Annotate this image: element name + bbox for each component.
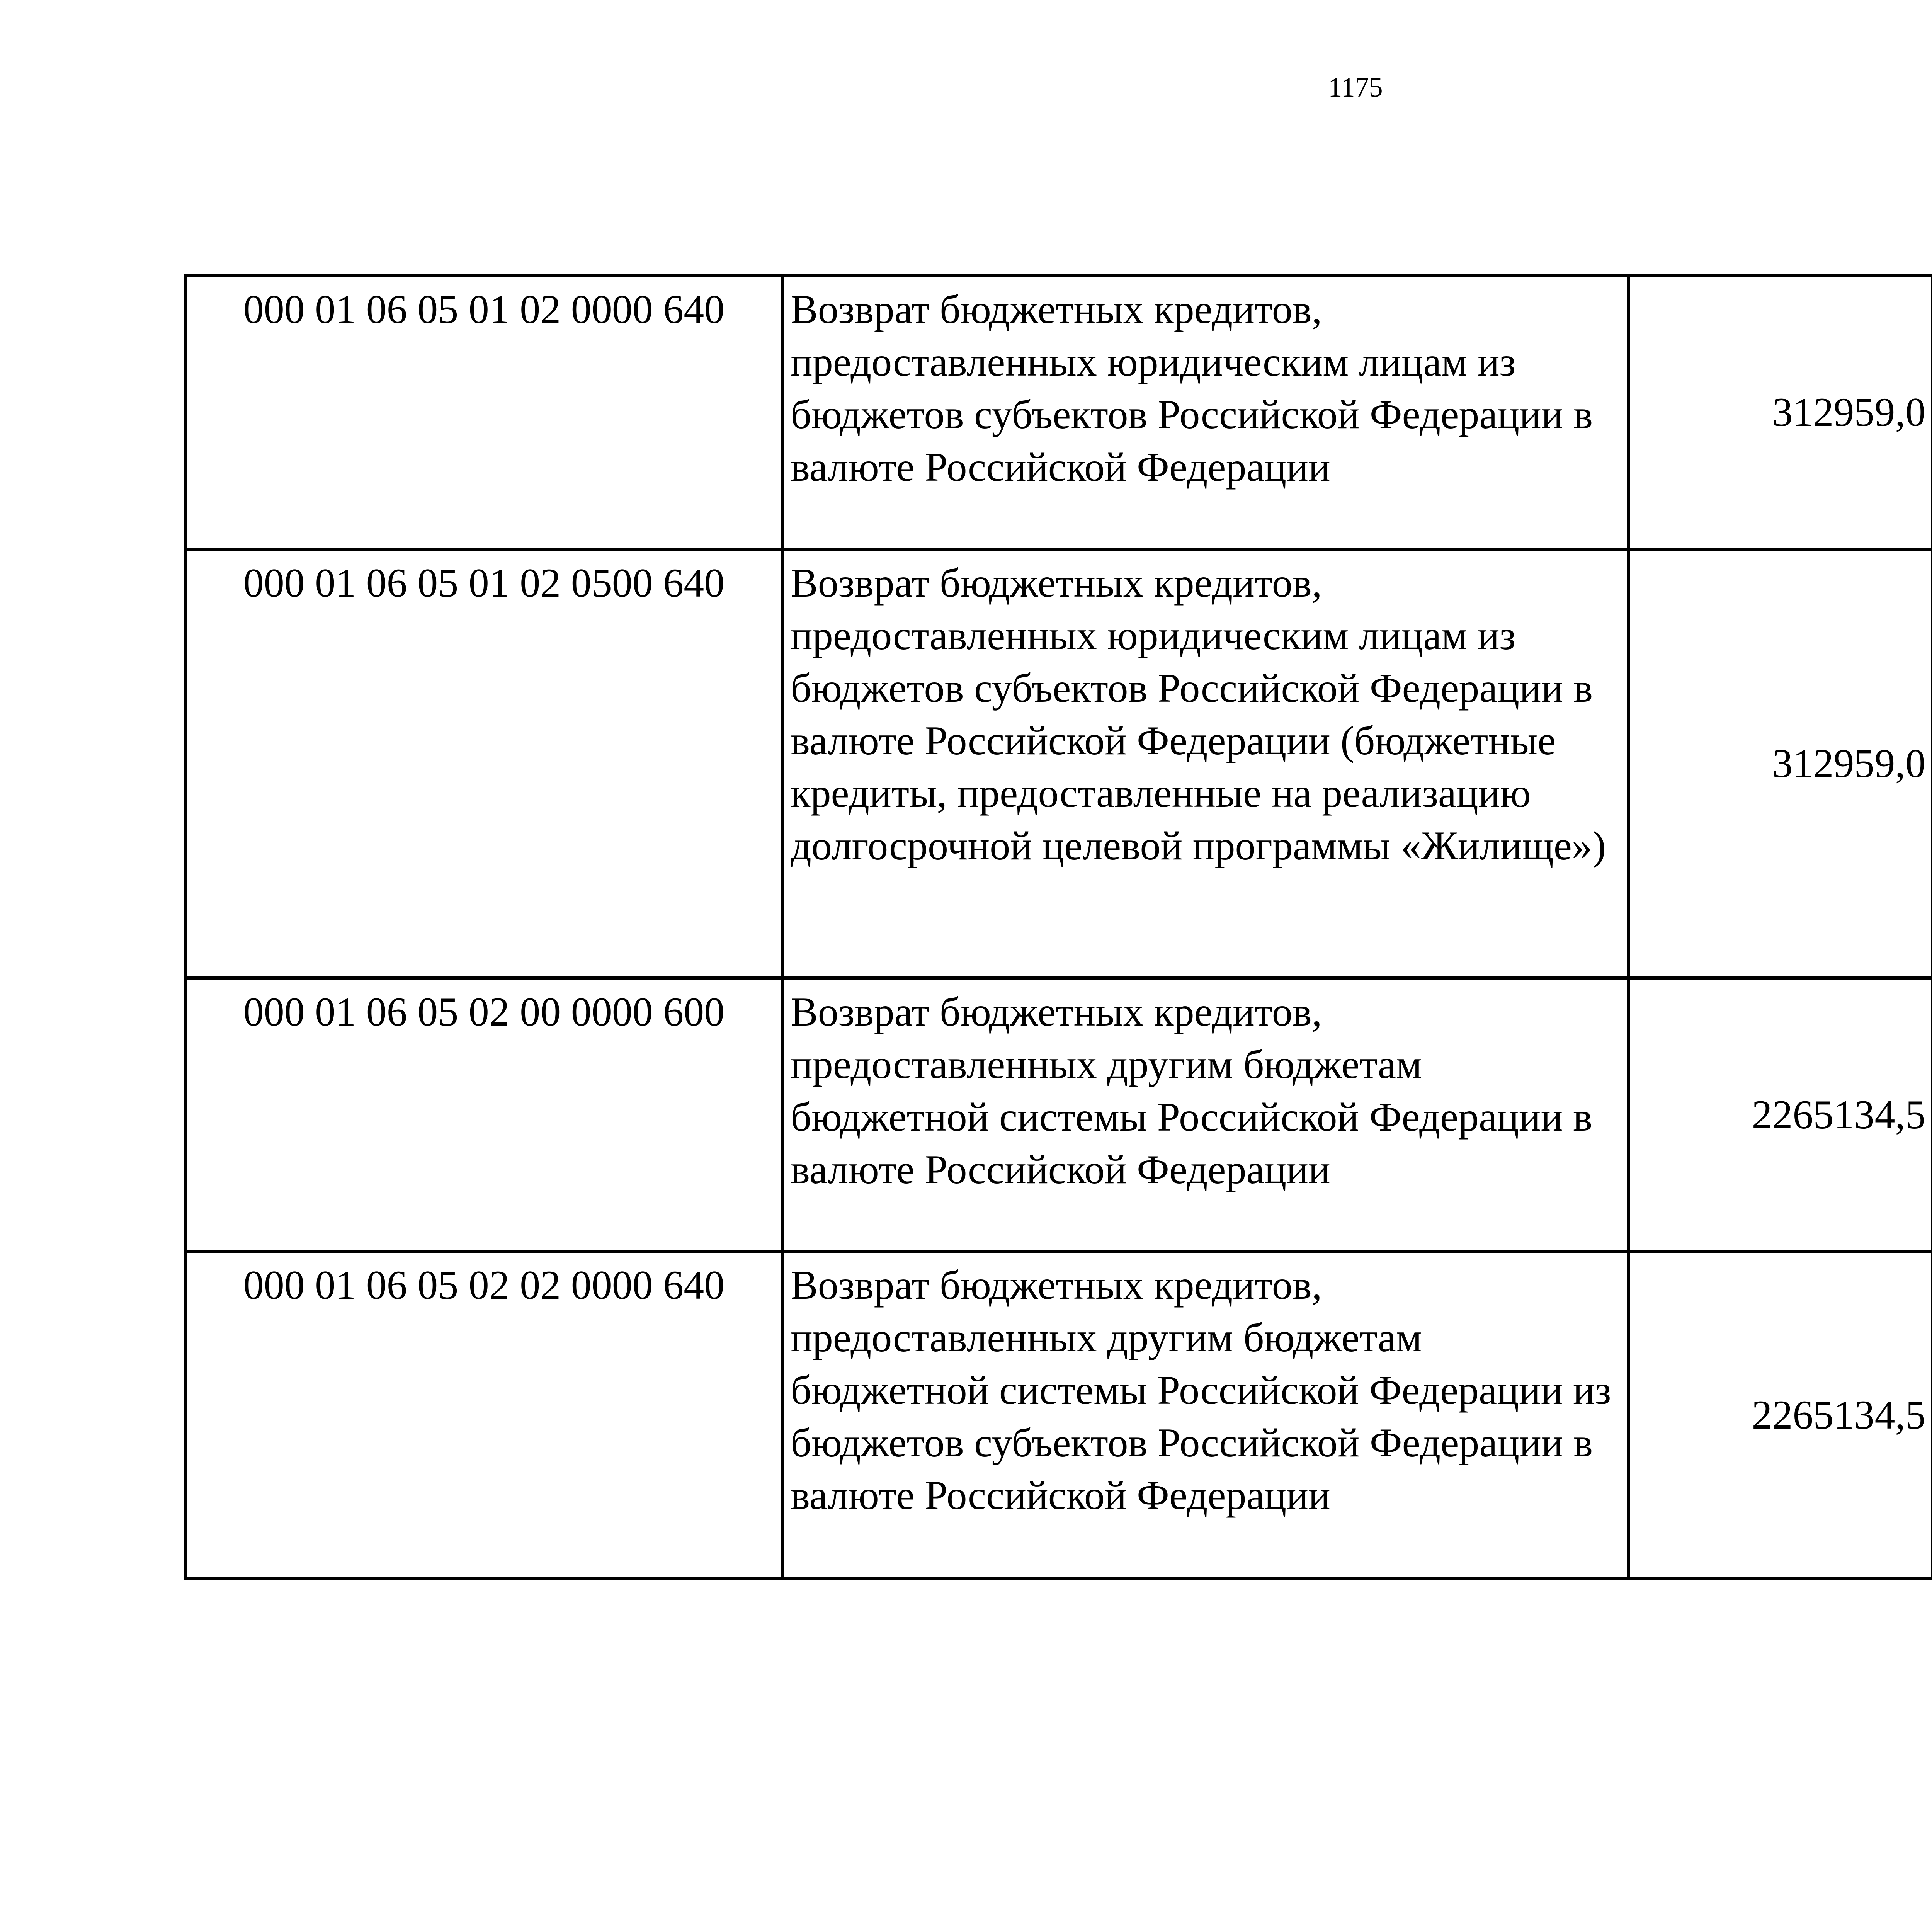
- value-cell: [1628, 549, 1932, 978]
- description-cell: Возврат бюджетных кредитов, предоставленных другим бюджетам бюджетной системы Российской Федерации в валюте Российской Федерации: [782, 978, 1628, 1251]
- table-row: [186, 978, 1932, 1251]
- value-text: 312959,0: [1772, 741, 1926, 786]
- value-text: 2265134,5: [1752, 1092, 1926, 1137]
- description-cell: Возврат бюджетных кредитов, предоставленных юридическим лицам из бюджетов субъектов Российской Федерации в валюте Российской Федерации (бюджетные кредиты, предоставленные на реализацию долгосрочной целевой программы «Жилище»): [782, 549, 1628, 978]
- value-cell: [1628, 1251, 1932, 1579]
- budget-code-cell: 000 01 06 05 01 02 0500 640: [186, 549, 782, 978]
- budget-code-cell: 000 01 06 05 01 02 0000 640: [186, 276, 782, 549]
- value-cell: [1628, 276, 1932, 549]
- value-text: 312959,0: [1772, 390, 1926, 435]
- table-row: [186, 1251, 1932, 1579]
- value-text: 2265134,5: [1752, 1392, 1926, 1437]
- budget-code-cell: 000 01 06 05 02 00 0000 600: [186, 978, 782, 1251]
- budget-code-cell: 000 01 06 05 02 02 0000 640: [186, 1251, 782, 1579]
- description-cell: Возврат бюджетных кредитов, предоставленных юридическим лицам из бюджетов субъектов Российской Федерации в валюте Российской Федерации: [782, 276, 1628, 549]
- description-cell: Возврат бюджетных кредитов, предоставленных другим бюджетам бюджетной системы Российской Федерации из бюджетов субъектов Российской Федерации в валюте Российской Федерации: [782, 1251, 1628, 1579]
- page-number: 1175: [1328, 72, 1383, 103]
- value-cell: [1628, 978, 1932, 1251]
- table-row: [186, 549, 1932, 978]
- table-row: [186, 276, 1932, 549]
- budget-table: [184, 274, 1932, 1580]
